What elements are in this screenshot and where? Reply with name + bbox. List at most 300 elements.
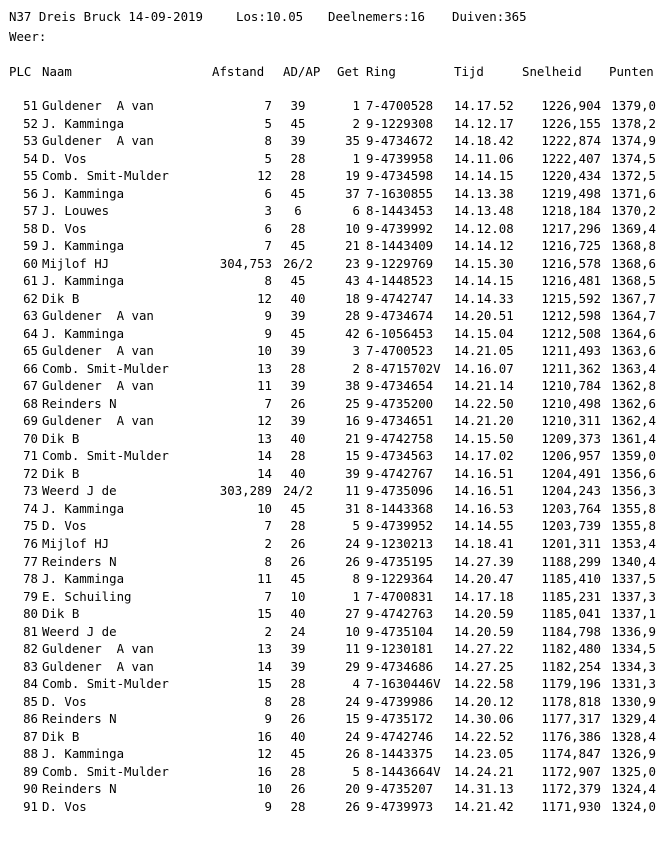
- cell-afstand: 7: [264, 518, 272, 534]
- cell-afstand: 9: [264, 711, 272, 727]
- cell-ring: 9-1229364: [366, 571, 434, 587]
- cell-naam: Comb. Smit-Mulder: [42, 763, 169, 779]
- table-row: 86 Reinders N 9 26 15 9-4735172 14.30.06 1177,317 1329,4: [23, 711, 656, 727]
- cell-ring: 9-4742758: [366, 430, 434, 446]
- cell-tijd: 14.27.25: [454, 658, 514, 674]
- cell-punten: 1364,7: [611, 308, 656, 324]
- cell-plc: 52: [23, 115, 38, 131]
- cell-plc: 56: [23, 185, 38, 201]
- cell-naam: J. Kamminga: [42, 115, 125, 131]
- cell-snelheid: 1185,231: [541, 588, 601, 604]
- cell-naam: Comb. Smit-Mulder: [42, 360, 169, 376]
- cell-tijd: 14.21.20: [454, 413, 514, 429]
- table-row: 59 J. Kamminga 7 45 21 8-1443409 14.14.12 1216,725 1368,8: [23, 238, 656, 254]
- cell-ring: 9-4742763: [366, 606, 434, 622]
- cell-afstand: 9: [264, 798, 272, 814]
- table-row: 61 J. Kamminga 8 45 43 4-1448523 14.14.15 1216,481 1368,5: [23, 273, 656, 289]
- cell-afstand: 14: [257, 465, 272, 481]
- cell-plc: 58: [23, 220, 38, 236]
- cell-afstand: 303,289: [219, 483, 272, 499]
- cell-plc: 77: [23, 553, 38, 569]
- cell-snelheid: 1203,764: [541, 500, 601, 516]
- cell-ring: 4-1448523: [366, 273, 434, 289]
- table-row: 73 Weerd J de 303,289 24/2 11 9-4735096 14.16.51 1204,243 1356,3: [23, 483, 656, 499]
- cell-ring: 9-4742746: [366, 728, 434, 744]
- cell-tijd: 14.21.42: [454, 798, 514, 814]
- cell-ring: 9-4739986: [366, 693, 434, 709]
- cell-tijd: 14.23.05: [454, 746, 514, 762]
- cell-afstand: 10: [257, 343, 272, 359]
- cell-snelheid: 1204,491: [541, 465, 601, 481]
- cell-snelheid: 1177,317: [541, 711, 601, 727]
- cell-snelheid: 1219,498: [541, 185, 601, 201]
- cell-naam: Weerd J de: [42, 623, 117, 639]
- cell-ring: 9-4739992: [366, 220, 434, 236]
- cell-punten: 1330,9: [611, 693, 656, 709]
- cell-get: 26: [345, 798, 360, 814]
- cell-naam: Guldener A van: [42, 133, 154, 149]
- cell-naam: Guldener A van: [42, 98, 154, 113]
- cell-naam: E. Schuiling: [42, 588, 132, 604]
- weather-label: Weer:: [9, 29, 47, 44]
- cell-snelheid: 1172,907: [541, 763, 601, 779]
- cell-punten: 1378,2: [611, 115, 656, 131]
- cell-snelheid: 1217,296: [541, 220, 601, 236]
- cell-punten: 1364,6: [611, 325, 656, 341]
- cell-tijd: 14.11.06: [454, 150, 514, 166]
- cell-snelheid: 1210,784: [541, 378, 601, 394]
- cell-tijd: 14.22.58: [454, 676, 514, 692]
- cell-punten: 1374,5: [611, 150, 656, 166]
- cell-ring: 7-4700523: [366, 343, 434, 359]
- table-row: 57 J. Louwes 3 6 6 8-1443453 14.13.48 1218,184 1370,2: [23, 203, 656, 219]
- cell-plc: 70: [23, 430, 38, 446]
- table-row: 81 Weerd J de 2 24 10 9-4735104 14.20.59 1184,798 1336,9: [23, 623, 656, 639]
- cell-punten: 1328,4: [611, 728, 656, 744]
- cell-get: 37: [345, 185, 360, 201]
- cell-naam: Comb. Smit-Mulder: [42, 448, 169, 464]
- cell-plc: 63: [23, 308, 38, 324]
- cell-punten: 1329,4: [611, 711, 656, 727]
- cell-afstand: 14: [257, 448, 272, 464]
- cell-tijd: 14.20.12: [454, 693, 514, 709]
- cell-punten: 1368,8: [611, 238, 656, 254]
- cell-tijd: 14.24.21: [454, 763, 514, 779]
- cell-plc: 64: [23, 325, 38, 341]
- cell-snelheid: 1178,818: [541, 693, 601, 709]
- cell-tijd: 14.22.52: [454, 728, 514, 744]
- cell-tijd: 14.16.53: [454, 500, 514, 516]
- cell-get: 11: [345, 641, 360, 657]
- cell-afstand: 7: [264, 588, 272, 604]
- cell-snelheid: 1185,410: [541, 571, 601, 587]
- cell-get: 5: [352, 518, 360, 534]
- cell-punten: 1379,0: [611, 98, 656, 113]
- table-row: 71 Comb. Smit-Mulder 14 28 15 9-4734563 14.17.02 1206,957 1359,0: [23, 448, 656, 464]
- cell-plc: 89: [23, 763, 38, 779]
- cell-plc: 71: [23, 448, 38, 464]
- cell-ring: 9-4735172: [366, 711, 434, 727]
- cell-ring: 7-1630446V: [366, 676, 441, 692]
- cell-ring: 9-1230213: [366, 536, 434, 551]
- table-row: 67 Guldener A van 11 39 38 9-4734654 14.21.14 1210,784 1362,8: [23, 378, 656, 394]
- cell-get: 26: [345, 746, 360, 762]
- cell-tijd: 14.18.42: [454, 133, 514, 149]
- cell-afstand: 5: [264, 115, 272, 131]
- cell-tijd: 14.13.48: [454, 203, 514, 219]
- cell-ring: 8-4715702V: [366, 360, 441, 376]
- cell-plc: 66: [23, 360, 38, 376]
- cell-tijd: 14.14.55: [454, 518, 514, 534]
- cell-naam: J. Kamminga: [42, 185, 125, 201]
- cell-tijd: 14.13.38: [454, 185, 514, 201]
- col-punten: Punten: [609, 64, 654, 79]
- cell-plc: 72: [23, 465, 38, 481]
- table-row: 85 D. Vos 8 28 24 9-4739986 14.20.12 1178,818 1330,9: [23, 693, 656, 709]
- cell-plc: 85: [23, 693, 38, 709]
- cell-get: 25: [345, 395, 360, 411]
- participants-count: Deelnemers:16: [328, 9, 425, 24]
- table-row: 76 Mijlof HJ 2 26 24 9-1230213 14.18.41 1201,311 1353,4: [23, 536, 656, 551]
- cell-punten: 1368,6: [611, 255, 656, 271]
- cell-ring: 7-4700831: [366, 588, 434, 604]
- col-plc: PLC: [9, 64, 32, 79]
- cell-punten: 1361,4: [611, 430, 656, 446]
- cell-get: 4: [352, 676, 360, 692]
- cell-afstand: 13: [257, 360, 272, 376]
- cell-afstand: 7: [264, 238, 272, 254]
- col-tijd: Tijd: [454, 64, 484, 79]
- cell-tijd: 14.27.22: [454, 641, 514, 657]
- table-row: 62 Dik B 12 40 18 9-4742747 14.14.33 1215,592 1367,7: [23, 290, 656, 306]
- cell-naam: Comb. Smit-Mulder: [42, 676, 169, 692]
- cell-punten: 1372,5: [611, 168, 656, 184]
- cell-snelheid: 1182,254: [541, 658, 601, 674]
- cell-get: 29: [345, 658, 360, 674]
- cell-ring: 9-1230181: [366, 641, 434, 657]
- cell-afstand: 2: [264, 623, 272, 639]
- cell-naam: J. Kamminga: [42, 500, 125, 516]
- cell-get: 21: [345, 430, 360, 446]
- cell-snelheid: 1185,041: [541, 606, 601, 622]
- cell-punten: 1324,0: [611, 798, 656, 814]
- cell-plc: 81: [23, 623, 38, 639]
- cell-punten: 1374,9: [611, 133, 656, 149]
- cell-get: 42: [345, 325, 360, 341]
- cell-plc: 82: [23, 641, 38, 657]
- cell-tijd: 14.20.47: [454, 571, 514, 587]
- cell-tijd: 14.12.17: [454, 115, 514, 131]
- cell-get: 24: [345, 536, 360, 551]
- cell-tijd: 14.22.50: [454, 395, 514, 411]
- cell-punten: 1359,0: [611, 448, 656, 464]
- cell-punten: 1370,2: [611, 203, 656, 219]
- table-row: 63 Guldener A van 9 39 28 9-4734674 14.20.51 1212,598 1364,7: [23, 308, 656, 324]
- cell-get: 11: [345, 483, 360, 499]
- cell-afstand: 11: [257, 378, 272, 394]
- col-snelheid: Snelheid: [522, 64, 582, 79]
- cell-naam: D. Vos: [42, 150, 87, 166]
- cell-afstand: 14: [257, 658, 272, 674]
- cell-naam: Guldener A van: [42, 343, 154, 359]
- cell-tijd: 14.31.13: [454, 781, 514, 797]
- cell-get: 3: [352, 343, 360, 359]
- cell-get: 10: [345, 220, 360, 236]
- cell-get: 26: [345, 553, 360, 569]
- table-row: 65 Guldener A van 10 39 3 7-4700523 14.21.05 1211,493 1363,6: [23, 343, 656, 359]
- cell-get: 24: [345, 693, 360, 709]
- cell-punten: 1356,6: [611, 465, 656, 481]
- table-row: 84 Comb. Smit-Mulder 15 28 4 7-1630446V 14.22.58 1179,196 1331,3: [23, 676, 656, 692]
- cell-afstand: 8: [264, 133, 272, 149]
- cell-plc: 80: [23, 606, 38, 622]
- table-row: 58 D. Vos 6 28 10 9-4739992 14.12.08 1217,296 1369,4: [23, 220, 656, 236]
- table-row: 78 J. Kamminga 11 45 8 9-1229364 14.20.47 1185,410 1337,5: [23, 571, 656, 587]
- table-row: 72 Dik B 14 40 39 9-4742767 14.16.51 1204,491 1356,6: [23, 465, 656, 481]
- cell-tijd: 14.20.51: [454, 308, 514, 324]
- cell-snelheid: 1188,299: [541, 553, 601, 569]
- cell-snelheid: 1204,243: [541, 483, 601, 499]
- cell-snelheid: 1222,407: [541, 150, 601, 166]
- cell-afstand: 12: [257, 290, 272, 306]
- cell-ring: 9-1229769: [366, 255, 434, 271]
- cell-get: 18: [345, 290, 360, 306]
- cell-get: 1: [352, 150, 360, 166]
- cell-afstand: 9: [264, 308, 272, 324]
- cell-snelheid: 1211,493: [541, 343, 601, 359]
- cell-naam: D. Vos: [42, 798, 87, 814]
- cell-punten: 1362,4: [611, 413, 656, 429]
- table-row: 83 Guldener A van 14 39 29 9-4734686 14.27.25 1182,254 1334,3: [23, 658, 656, 674]
- table-row: 80 Dik B 15 40 27 9-4742763 14.20.59 1185,041 1337,1: [23, 606, 656, 622]
- cell-tijd: 14.15.04: [454, 325, 514, 341]
- col-naam: Naam: [42, 64, 72, 79]
- cell-naam: Comb. Smit-Mulder: [42, 168, 169, 184]
- cell-snelheid: 1226,904: [541, 98, 601, 113]
- cell-naam: Guldener A van: [42, 308, 154, 324]
- cell-plc: 84: [23, 676, 38, 692]
- cell-get: 20: [345, 781, 360, 797]
- cell-tijd: 14.16.51: [454, 483, 514, 499]
- cell-get: 28: [345, 308, 360, 324]
- cell-naam: Guldener A van: [42, 658, 154, 674]
- col-get: Get: [337, 64, 360, 79]
- cell-plc: 75: [23, 518, 38, 534]
- cell-punten: 1337,1: [611, 606, 656, 622]
- cell-ring: 9-4734674: [366, 308, 434, 324]
- cell-punten: 1362,6: [611, 395, 656, 411]
- table-row: 82 Guldener A van 13 39 11 9-1230181 14.27.22 1182,480 1334,5: [23, 641, 656, 657]
- cell-naam: D. Vos: [42, 693, 87, 709]
- table-row: 64 J. Kamminga 9 45 42 6-1056453 14.15.04 1212,508 1364,6: [23, 325, 656, 341]
- cell-afstand: 9: [264, 325, 272, 341]
- cell-ring: 9-4734672: [366, 133, 434, 149]
- table-row: 91 D. Vos 9 28 26 9-4739973 14.21.42 1171,930 1324,0: [23, 798, 656, 814]
- table-row: 60 Mijlof HJ 304,753 26/2 23 9-1229769 14.15.30 1216,578 1368,6: [23, 255, 656, 271]
- release-time: Los:10.05: [236, 9, 304, 24]
- cell-punten: 1356,3: [611, 483, 656, 499]
- cell-naam: J. Louwes: [42, 203, 110, 219]
- cell-plc: 55: [23, 168, 38, 184]
- cell-get: 39: [345, 465, 360, 481]
- cell-ring: 9-1229308: [366, 115, 434, 131]
- col-afstand: Afstand: [212, 64, 265, 79]
- table-row: 70 Dik B 13 40 21 9-4742758 14.15.50 1209,373 1361,4: [23, 430, 656, 446]
- cell-ring: 9-4735104: [366, 623, 434, 639]
- cell-get: 27: [345, 606, 360, 622]
- cell-afstand: 2: [264, 536, 272, 551]
- cell-get: 16: [345, 413, 360, 429]
- cell-ring: 9-4734686: [366, 658, 434, 674]
- cell-tijd: 14.16.51: [454, 465, 514, 481]
- cell-snelheid: 1182,480: [541, 641, 601, 657]
- cell-afstand: 15: [257, 676, 272, 692]
- cell-get: 15: [345, 711, 360, 727]
- cell-ring: 9-4742747: [366, 290, 434, 306]
- cell-tijd: 14.16.07: [454, 360, 514, 376]
- table-row: 51 Guldener A van 7 39 1 7-4700528 14.17.52 1226,904 1379,0: [23, 98, 656, 113]
- cell-plc: 86: [23, 711, 38, 727]
- column-headers: [0, 64, 670, 80]
- cell-naam: Dik B: [42, 465, 80, 481]
- cell-plc: 67: [23, 378, 38, 394]
- cell-punten: 1371,6: [611, 185, 656, 201]
- cell-snelheid: 1216,578: [541, 255, 601, 271]
- cell-snelheid: 1171,930: [541, 798, 601, 814]
- table-row: 68 Reinders N 7 26 25 9-4735200 14.22.50 1210,498 1362,6: [23, 395, 656, 411]
- table-row: 52 J. Kamminga 5 45 2 9-1229308 14.12.17 1226,155 1378,2: [23, 115, 656, 131]
- cell-naam: J. Kamminga: [42, 746, 125, 762]
- cell-get: 43: [345, 273, 360, 289]
- cell-plc: 65: [23, 343, 38, 359]
- cell-plc: 68: [23, 395, 38, 411]
- cell-naam: Dik B: [42, 728, 80, 744]
- cell-snelheid: 1176,386: [541, 728, 601, 744]
- cell-get: 24: [345, 728, 360, 744]
- table-row: 55 Comb. Smit-Mulder 12 28 19 9-4734598 14.14.15 1220,434 1372,5: [23, 168, 656, 184]
- cell-tijd: 14.14.33: [454, 290, 514, 306]
- cell-get: 8: [352, 571, 360, 587]
- cell-ring: 9-4735207: [366, 781, 434, 797]
- cell-snelheid: 1212,508: [541, 325, 601, 341]
- cell-ring: 9-4734598: [366, 168, 434, 184]
- cell-plc: 61: [23, 273, 38, 289]
- cell-naam: J. Kamminga: [42, 571, 125, 587]
- cell-plc: 79: [23, 588, 38, 604]
- cell-plc: 60: [23, 255, 38, 271]
- cell-snelheid: 1222,874: [541, 133, 601, 149]
- cell-naam: Weerd J de: [42, 483, 117, 499]
- cell-tijd: 14.27.39: [454, 553, 514, 569]
- race-title: N37 Dreis Bruck 14-09-2019: [9, 9, 203, 24]
- cell-ring: 9-4739973: [366, 798, 434, 814]
- pigeons-count: Duiven:365: [452, 9, 527, 24]
- cell-punten: 1369,4: [611, 220, 656, 236]
- cell-naam: Guldener A van: [42, 413, 154, 429]
- table-row: 89 Comb. Smit-Mulder 16 28 5 8-1443664V 14.24.21 1172,907 1325,0: [23, 763, 656, 779]
- cell-punten: 1334,3: [611, 658, 656, 674]
- table-row: 56 J. Kamminga 6 45 37 7-1630855 14.13.38 1219,498 1371,6: [23, 185, 656, 201]
- cell-tijd: 14.17.52: [454, 98, 514, 113]
- col-ring: Ring: [366, 64, 396, 79]
- cell-punten: 1326,9: [611, 746, 656, 762]
- cell-naam: Reinders N: [42, 395, 117, 411]
- cell-afstand: 10: [257, 781, 272, 797]
- cell-naam: Guldener A van: [42, 641, 154, 657]
- cell-plc: 88: [23, 746, 38, 762]
- table-row: 88 J. Kamminga 12 45 26 8-1443375 14.23.05 1174,847 1326,9: [23, 746, 656, 762]
- cell-tijd: 14.14.12: [454, 238, 514, 254]
- cell-snelheid: 1218,184: [541, 203, 601, 219]
- race-header: [9, 9, 527, 25]
- cell-afstand: 12: [257, 413, 272, 429]
- cell-ring: 9-4739958: [366, 150, 434, 166]
- cell-ring: 7-4700528: [366, 98, 434, 113]
- cell-snelheid: 1212,598: [541, 308, 601, 324]
- cell-tijd: 14.18.41: [454, 536, 514, 551]
- cell-tijd: 14.21.14: [454, 378, 514, 394]
- cell-naam: J. Kamminga: [42, 325, 125, 341]
- cell-afstand: 8: [264, 273, 272, 289]
- cell-plc: 90: [23, 781, 38, 797]
- cell-ring: 8-1443375: [366, 746, 434, 762]
- cell-punten: 1353,4: [611, 536, 656, 551]
- cell-tijd: 14.14.15: [454, 273, 514, 289]
- cell-punten: 1337,3: [611, 588, 656, 604]
- cell-get: 31: [345, 500, 360, 516]
- cell-naam: Reinders N: [42, 711, 117, 727]
- cell-tijd: 14.17.02: [454, 448, 514, 464]
- cell-tijd: 14.15.50: [454, 430, 514, 446]
- cell-get: 35: [345, 133, 360, 149]
- cell-tijd: 14.20.59: [454, 623, 514, 639]
- cell-snelheid: 1203,739: [541, 518, 601, 534]
- cell-ring: 9-4739952: [366, 518, 434, 534]
- cell-snelheid: 1216,481: [541, 273, 601, 289]
- cell-punten: 1362,8: [611, 378, 656, 394]
- cell-ring: 7-1630855: [366, 185, 434, 201]
- cell-snelheid: 1206,957: [541, 448, 601, 464]
- cell-punten: 1368,5: [611, 273, 656, 289]
- cell-snelheid: 1174,847: [541, 746, 601, 762]
- cell-tijd: 14.21.05: [454, 343, 514, 359]
- cell-plc: 74: [23, 500, 38, 516]
- cell-afstand: 304,753: [219, 255, 272, 271]
- cell-ring: 9-4735195: [366, 553, 434, 569]
- cell-naam: Dik B: [42, 290, 80, 306]
- cell-punten: 1363,4: [611, 360, 656, 376]
- cell-ring: 9-4735096: [366, 483, 434, 499]
- cell-punten: 1355,8: [611, 500, 656, 516]
- cell-tijd: 14.17.18: [454, 588, 514, 604]
- cell-naam: J. Kamminga: [42, 273, 125, 289]
- cell-plc: 87: [23, 728, 38, 744]
- cell-punten: 1334,5: [611, 641, 656, 657]
- cell-afstand: 8: [264, 553, 272, 569]
- cell-get: 1: [352, 98, 360, 113]
- cell-afstand: 6: [264, 185, 272, 201]
- cell-tijd: 14.20.59: [454, 606, 514, 622]
- cell-ring: 9-4734651: [366, 413, 434, 429]
- cell-ring: 6-1056453: [366, 325, 434, 341]
- cell-punten: 1367,7: [611, 290, 656, 306]
- table-row: 69 Guldener A van 12 39 16 9-4734651 14.21.20 1210,311 1362,4: [23, 413, 656, 429]
- table-row: 53 Guldener A van 8 39 35 9-4734672 14.18.42 1222,874 1374,9: [23, 133, 656, 149]
- cell-get: 21: [345, 238, 360, 254]
- cell-get: 5: [352, 763, 360, 779]
- cell-punten: 1331,3: [611, 676, 656, 692]
- cell-snelheid: 1209,373: [541, 430, 601, 446]
